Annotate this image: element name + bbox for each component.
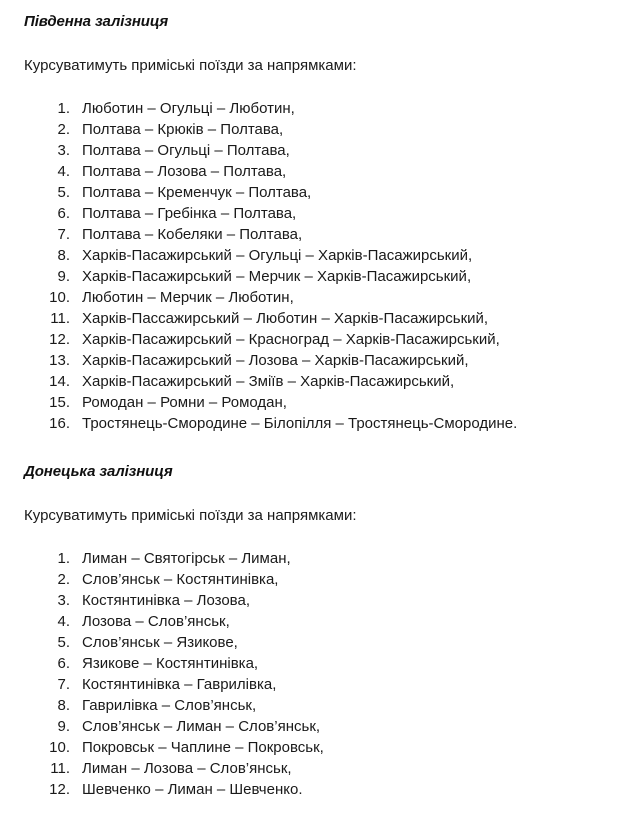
route-list-item [24,674,636,695]
section-heading: Донецька залізниця [24,463,173,480]
route-list-item [24,695,636,716]
route-list-item [24,632,636,653]
route-text: Полтава – Огульці – Полтава, [82,142,290,159]
route-text: Слов’янськ – Лиман – Слов’янськ, [82,718,321,735]
route-list-item [24,287,636,308]
route-list [24,526,636,800]
route-list-item [24,392,636,413]
route-text: Полтава – Лозова – Полтава, [82,163,287,180]
route-list-item [24,548,636,569]
route-list [24,76,636,434]
route-text: Костянтинівка – Гаврилівка, [82,676,277,693]
route-list-item [24,203,636,224]
route-text: Люботин – Огульці – Люботин, [82,100,295,117]
route-text: Полтава – Гребінка – Полтава, [82,205,297,222]
route-list-item [24,140,636,161]
route-text: Харків-Пасажирський – Лозова – Харків-Пасажирський, [82,352,469,369]
route-text: Слов’янськ – Язикове, [82,634,238,651]
route-list-item [24,371,636,392]
route-text: Лозова – Слов’янськ, [82,613,230,630]
route-list-item [24,716,636,737]
route-text: Полтава – Крюків – Полтава, [82,121,284,138]
route-list-item [24,119,636,140]
route-text: Харків-Пассажирський – Люботин – Харків-Пасажирський, [82,310,489,327]
sections-container [24,11,636,800]
route-list-item [24,182,636,203]
railway-section [24,11,636,434]
route-list-item [24,98,636,119]
route-text: Гаврилівка – Слов’янськ, [82,697,257,714]
route-text: Лиман – Святогірськ – Лиман, [82,550,291,567]
route-list-item [24,569,636,590]
route-text: Ромодан – Ромни – Ромодан, [82,394,287,411]
route-list-item [24,737,636,758]
route-list-item [24,779,636,800]
route-text: Люботин – Мерчик – Люботин, [82,289,294,306]
route-list-item [24,308,636,329]
route-list-item [24,758,636,779]
route-text: Покровськ – Чаплине – Покровськ, [82,739,324,756]
section-heading: Південна залізниця [24,13,169,30]
route-text: Лиман – Лозова – Слов’янськ, [82,760,292,777]
route-list-item [24,350,636,371]
route-text: Язикове – Костянтинівка, [82,655,259,672]
route-list-item [24,413,636,434]
route-text: Полтава – Кременчук – Полтава, [82,184,312,201]
route-list-item [24,611,636,632]
route-list-item [24,224,636,245]
route-list-item [24,329,636,350]
route-text: Харків-Пасажирський – Огульці – Харків-Пасажирський, [82,247,473,264]
route-list-item [24,653,636,674]
route-list-item [24,161,636,182]
route-text: Тростянець-Смородине – Білопілля – Тростянець-Смородине. [82,415,518,432]
route-text: Полтава – Кобеляки – Полтава, [82,226,303,243]
route-text: Шевченко – Лиман – Шевченко. [82,781,303,798]
route-list-item [24,590,636,611]
section-intro-text: Курсуватимуть приміські поїзди за напрямками: [24,57,357,74]
route-text: Харків-Пасажирський – Красноград – Харків-Пасажирський, [82,331,500,348]
route-text: Харків-Пасажирський – Мерчик – Харків-Пасажирський, [82,268,472,285]
route-text: Костянтинівка – Лозова, [82,592,250,609]
section-intro-text: Курсуватимуть приміські поїзди за напрямками: [24,507,357,524]
route-text: Харків-Пасажирський – Зміїв – Харків-Пасажирський, [82,373,455,390]
route-text: Слов’янськ – Костянтинівка, [82,571,279,588]
railway-section [24,461,636,800]
route-list-item [24,266,636,287]
route-list-item [24,245,636,266]
